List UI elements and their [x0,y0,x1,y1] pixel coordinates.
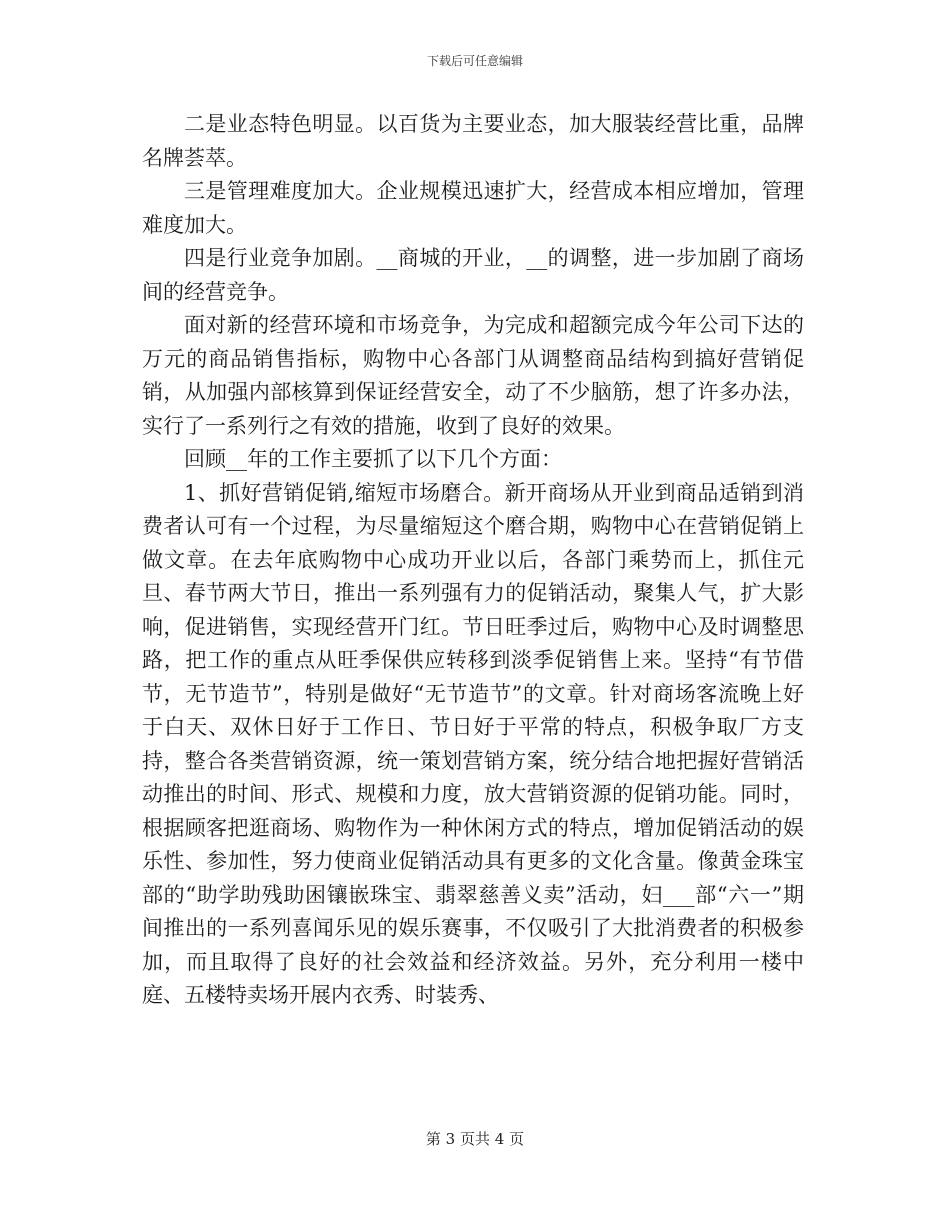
paragraph-review-intro: 回顾__年的工作主要抓了以下几个方面： [184,447,562,471]
document-body [142,108,804,1013]
page-header: 下载后可任意编辑 [426,54,523,68]
page-footer: 第 3 页共 4 页 [425,1130,525,1148]
paragraph-new-environment: 面对新的经营环境和市场竞争，为完成和超额完成今年公司下达的万元的商品销售指标，购物中心各部门从调整商品结构到搞好营销促销，从加强内部核算到保证经营安全，动了不少脑筋，想了许多办法，实行了一系列行之有效的措施，收到了良好的效果。 [142,313,804,438]
paragraph-management-difficulty: 三是管理难度加大。企业规模迅速扩大，经营成本相应增加，管理难度加大。 [142,179,804,237]
paragraph-marketing-promotion: 1、抓好营销促销,缩短市场磨合。新开商场从开业到商品适销到消费者认可有一个过程，为尽量缩短这个磨合期，购物中心在营销促销上做文章。在去年底购物中心成功开业以后，各部门乘势而上，抓住元旦、春节两大节日，推出一系列强有力的促销活动，聚集人气，扩大影响，促进销售，实现经营开门红。节日旺季过后，购物中心及时调整思路，把工作的重点从旺季保供应转移到淡季促销售上来。坚持“有节借节，无节造节”，特别是做好“无节造节”的文章。针对商场客流晚上好于白天、双休日好于工作日、节日好于平常的特点，积极争取厂方支持，整合各类营销资源，统一策划营销方案，统分结合地把握好营销活动推出的时间、形式、规模和力度，放大营销资源的促销功能。同时，根据顾客把逛商场、购物作为一种休闲方式的特点，增加促销活动的娱乐性、参加性，努力使商业促销活动具有更多的文化含量。像黄金珠宝部的“助学助残助困镶嵌珠宝、翡翠慈善义卖”活动，妇___部“六一”期间推出的一系列喜闻乐见的娱乐赛事，不仅吸引了大批消费者的积极参加，而且取得了良好的社会效益和经济效益。另外，充分利用一楼中庭、五楼特卖场开展内衣秀、时装秀、 [142,480,804,1007]
paragraph-business-feature: 二是业态特色明显。以百货为主要业态，加大服装经营比重，品牌名牌荟萃。 [142,112,804,170]
paragraph-competition: 四是行业竞争加剧。__商城的开业，__的调整，进一步加剧了商场间的经营竞争。 [142,246,804,304]
